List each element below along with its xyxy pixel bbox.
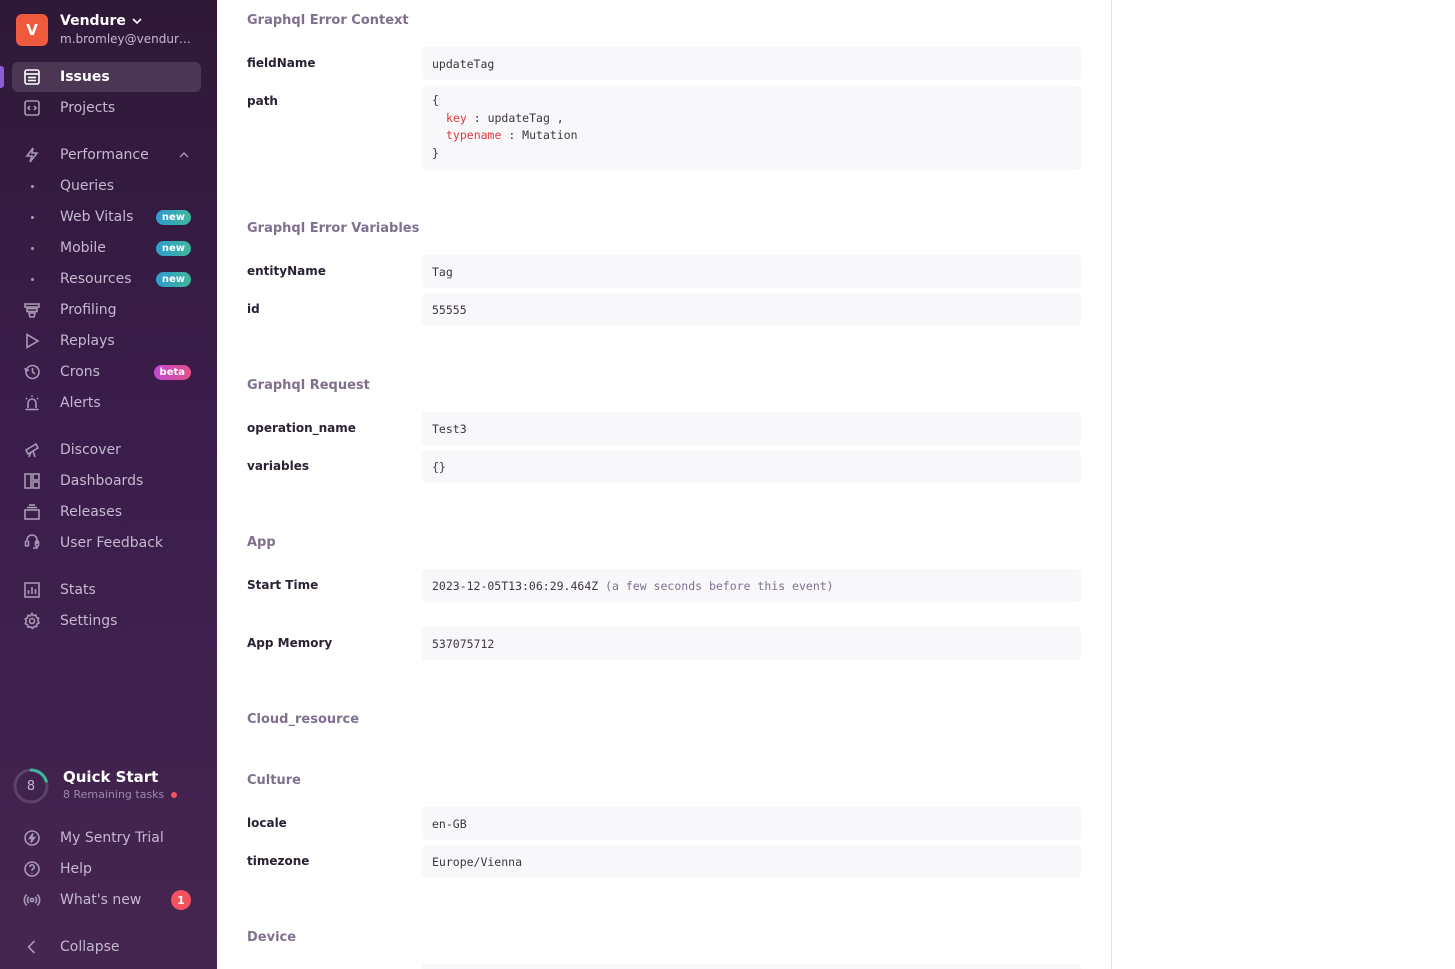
quick-start-count: 8 xyxy=(26,778,36,794)
org-name: Vendure xyxy=(60,13,126,29)
event-context-panel xyxy=(217,0,1111,969)
kv-value-entityname[interactable] xyxy=(422,255,1081,288)
sidebar-item-releases[interactable] xyxy=(12,497,201,527)
section-title-app: App xyxy=(247,535,276,550)
section-title-cloud-resource: Cloud_resource xyxy=(247,712,360,727)
sidebar-item-issues[interactable] xyxy=(12,62,201,92)
sidebar-item-label: Resources xyxy=(60,271,132,287)
kv-value-path[interactable] xyxy=(422,86,1081,170)
sidebar-item-dashboards[interactable] xyxy=(12,466,201,496)
sidebar-item-whats-new[interactable] xyxy=(12,885,201,915)
bullet-icon xyxy=(22,216,42,219)
section-title-culture: Culture xyxy=(247,773,301,788)
sidebar-item-mobile[interactable] xyxy=(12,233,201,263)
beta-badge: beta xyxy=(154,365,191,380)
gear-icon xyxy=(22,611,42,631)
bullet-icon xyxy=(22,247,42,250)
telescope-icon xyxy=(22,440,42,460)
quick-start-subtitle: 8 Remaining tasks xyxy=(63,788,165,801)
kv-value-text: Tag xyxy=(432,265,453,279)
sidebar-item-alerts[interactable] xyxy=(12,388,201,418)
relative-time-hint: (a few seconds before this event) xyxy=(605,579,834,593)
kv-key-id: id xyxy=(247,302,260,316)
org-avatar: V xyxy=(16,14,48,46)
chevron-up-icon[interactable] xyxy=(179,150,189,160)
section-title-graphql-request: Graphql Request xyxy=(247,378,370,393)
sidebar-item-label: User Feedback xyxy=(60,535,164,551)
kv-value-text: {} xyxy=(432,460,446,474)
whats-new-count-badge: 1 xyxy=(171,890,191,910)
sidebar-item-label: Discover xyxy=(60,442,121,458)
sidebar-item-performance[interactable] xyxy=(12,140,201,170)
kv-key-timezone: timezone xyxy=(247,854,310,868)
sidebar-item-crons[interactable] xyxy=(12,357,201,387)
sidebar-item-label: Releases xyxy=(60,504,122,520)
sidebar-item-web-vitals[interactable] xyxy=(12,202,201,232)
kv-value-text: Test3 xyxy=(432,422,467,436)
json-line: typename : Mutation xyxy=(446,128,578,142)
sidebar-item-queries[interactable] xyxy=(12,171,201,201)
kv-value-locale[interactable] xyxy=(422,807,1081,840)
sidebar-collapse-button[interactable] xyxy=(12,932,201,962)
kv-value-timezone[interactable] xyxy=(422,845,1081,878)
broadcast-icon xyxy=(22,890,42,910)
quick-start-title: Quick Start xyxy=(63,768,159,786)
panel-divider xyxy=(1111,0,1112,969)
new-badge: new xyxy=(156,241,191,256)
kv-value-text: 2023-12-05T13:06:29.464Z xyxy=(432,579,599,593)
kv-key-locale: locale xyxy=(247,816,287,830)
question-icon xyxy=(22,859,42,879)
notification-dot xyxy=(171,792,177,798)
sidebar-item-label: Alerts xyxy=(60,395,101,411)
kv-value-text: 55555 xyxy=(432,303,467,317)
json-line: key : updateTag , xyxy=(446,110,564,125)
sidebar-item-discover[interactable] xyxy=(12,435,201,465)
kv-value-text: updateTag xyxy=(432,57,495,71)
sidebar-item-user-feedback[interactable] xyxy=(12,528,201,558)
sidebar-item-profiling[interactable] xyxy=(12,295,201,325)
section-title-graphql-error-variables: Graphql Error Variables xyxy=(247,221,420,236)
sidebar-item-settings[interactable] xyxy=(12,606,201,636)
sidebar-item-label: Dashboards xyxy=(60,473,144,489)
chevron-left-icon xyxy=(22,937,42,957)
user-email: m.bromley@vendur… xyxy=(60,32,191,46)
json-key: key xyxy=(446,110,467,125)
sidebar-item-label: Crons xyxy=(60,364,100,380)
sidebar-item-label: Performance xyxy=(60,147,149,163)
kv-key-start-time: Start Time xyxy=(247,578,319,592)
bullet-icon xyxy=(22,185,42,188)
projects-icon xyxy=(22,98,42,118)
megaphone-icon xyxy=(22,533,42,553)
kv-value-id[interactable] xyxy=(422,293,1081,326)
quick-start[interactable] xyxy=(12,767,177,805)
play-icon xyxy=(22,331,42,351)
sidebar-item-label: Queries xyxy=(60,178,115,194)
new-badge: new xyxy=(156,272,191,287)
lightning-circle-icon xyxy=(22,828,42,848)
bullet-icon xyxy=(22,278,42,281)
sidebar-item-label: Mobile xyxy=(60,240,106,256)
kv-value-operation-name[interactable] xyxy=(422,412,1081,445)
sidebar-item-label: My Sentry Trial xyxy=(60,830,164,846)
kv-value-app-memory[interactable] xyxy=(422,627,1081,660)
issues-icon xyxy=(22,67,42,87)
json-close-brace: } xyxy=(432,145,439,160)
kv-key-path: path xyxy=(247,94,278,108)
quick-start-progress-ring xyxy=(12,767,50,805)
kv-key-operation-name: operation_name xyxy=(247,421,356,435)
json-open-brace: { xyxy=(432,93,439,107)
sidebar-item-label: Web Vitals xyxy=(60,209,134,225)
sidebar-item-label: Replays xyxy=(60,333,115,349)
kv-key-variables: variables xyxy=(247,459,310,473)
sidebar-item-label: Profiling xyxy=(60,302,117,318)
siren-icon xyxy=(22,393,42,413)
sidebar-item-label: Stats xyxy=(60,582,96,598)
sidebar-item-label: Settings xyxy=(60,613,118,629)
sidebar-item-replays[interactable] xyxy=(12,326,201,356)
section-title-graphql-error-context: Graphql Error Context xyxy=(247,13,409,28)
lightning-icon xyxy=(22,145,42,165)
sidebar-item-sentry-trial[interactable] xyxy=(12,823,201,853)
sidebar xyxy=(0,0,217,969)
kv-value-fieldname[interactable] xyxy=(422,47,1081,80)
bar-chart-icon xyxy=(22,580,42,600)
json-value: Mutation xyxy=(522,128,578,142)
kv-key-fieldname: fieldName xyxy=(247,56,316,70)
sidebar-item-stats[interactable] xyxy=(12,575,201,605)
kv-value-start-time[interactable] xyxy=(422,569,1081,602)
dashboard-icon xyxy=(22,471,42,491)
section-title-device: Device xyxy=(247,930,297,945)
sidebar-item-label: What's new xyxy=(60,892,142,908)
sidebar-item-label: Projects xyxy=(60,100,116,116)
kv-value-text: en-GB xyxy=(432,817,467,831)
clock-icon xyxy=(22,362,42,382)
package-icon xyxy=(22,502,42,522)
kv-key-entityname: entityName xyxy=(247,264,326,278)
new-badge: new xyxy=(156,210,191,225)
sidebar-item-resources[interactable] xyxy=(12,264,201,294)
sidebar-item-help[interactable] xyxy=(12,854,201,884)
kv-value-text: 537075712 xyxy=(432,637,495,651)
kv-value-variables[interactable] xyxy=(422,450,1081,483)
kv-value-device-first[interactable] xyxy=(422,964,1081,969)
json-key: typename xyxy=(446,128,502,142)
profiling-icon xyxy=(22,300,42,320)
sidebar-item-projects[interactable] xyxy=(12,93,201,123)
json-value: updateTag xyxy=(487,110,550,125)
sidebar-item-label: Help xyxy=(60,861,92,877)
kv-key-app-memory: App Memory xyxy=(247,636,333,650)
sidebar-item-label: Collapse xyxy=(60,939,120,955)
sidebar-item-label: Issues xyxy=(60,69,110,85)
kv-value-text: Europe/Vienna xyxy=(432,855,523,869)
chevron-down-icon xyxy=(132,16,142,26)
org-switcher[interactable] xyxy=(16,12,196,48)
